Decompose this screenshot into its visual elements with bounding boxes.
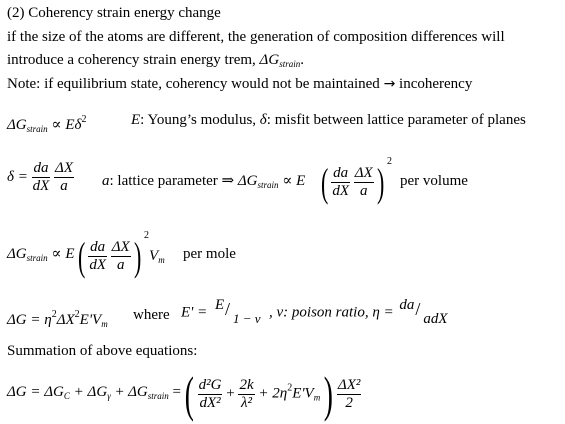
equation-3-bracket: ( $\frac{da}{dX}$ $\frac{\Delta X}{a}$ ) $^2V_m$ xyxy=(77,230,165,279)
equation-2-bracket: ( $\frac{da}{dX}$ $\frac{\Delta X}{a}$ ) $^2$ xyxy=(320,156,393,205)
section-heading: (2) Coherency strain energy change xyxy=(7,5,221,21)
equation-misfit: δ = $\frac{da}{dX}$ $\frac{\Delta X}{a}$ xyxy=(7,160,73,194)
summation-label: Summation of above equations: xyxy=(7,343,198,359)
right-arrow-icon: → xyxy=(383,76,396,92)
per-volume-label: per volume xyxy=(400,173,468,189)
note-line: Note: if equilibrium state, coherency would not be maintained → incoherency xyxy=(7,76,473,92)
where-label: where xyxy=(133,307,170,323)
equation-gibbs-eta: $\Delta G = \eta^2\Delta X^2E'V_m$ xyxy=(7,309,108,329)
intro-line-1: if the size of the atoms are different, the generation of composition differences will xyxy=(7,29,505,45)
per-mole-label: per mole xyxy=(183,246,236,262)
equation-strain-proportional: $\Delta G_{strain} \propto E\delta^2$ xyxy=(7,114,87,134)
intro-line-2: introduce a coherency strain energy trem, $\Delta G_{strain}$. xyxy=(7,52,304,69)
eprime-definition: E' = E / 1 − ν , ν: poison ratio, η = da / adX xyxy=(181,297,448,327)
equation-per-mole: $\Delta G_{strain} \propto E$ xyxy=(7,246,75,263)
equation-2-description: a: lattice parameter ⇒ $\Delta G_{strain} \propto E$ xyxy=(102,173,306,190)
equation-1-description: E: Young’s modulus, δ: misfit between lattice parameter of planes xyxy=(131,112,526,128)
equation-total-gibbs: $\Delta G = \Delta G_C + \Delta G_\gamma + \Delta G_{strain}$ =( $\frac{\text{d²G}}{\text{dX²}}$ + $\frac{2k}{\text{λ²}}$ + $2\eta^2E'V_m$) $\frac{\text{ΔX²}}{2}$ xyxy=(7,366,361,422)
